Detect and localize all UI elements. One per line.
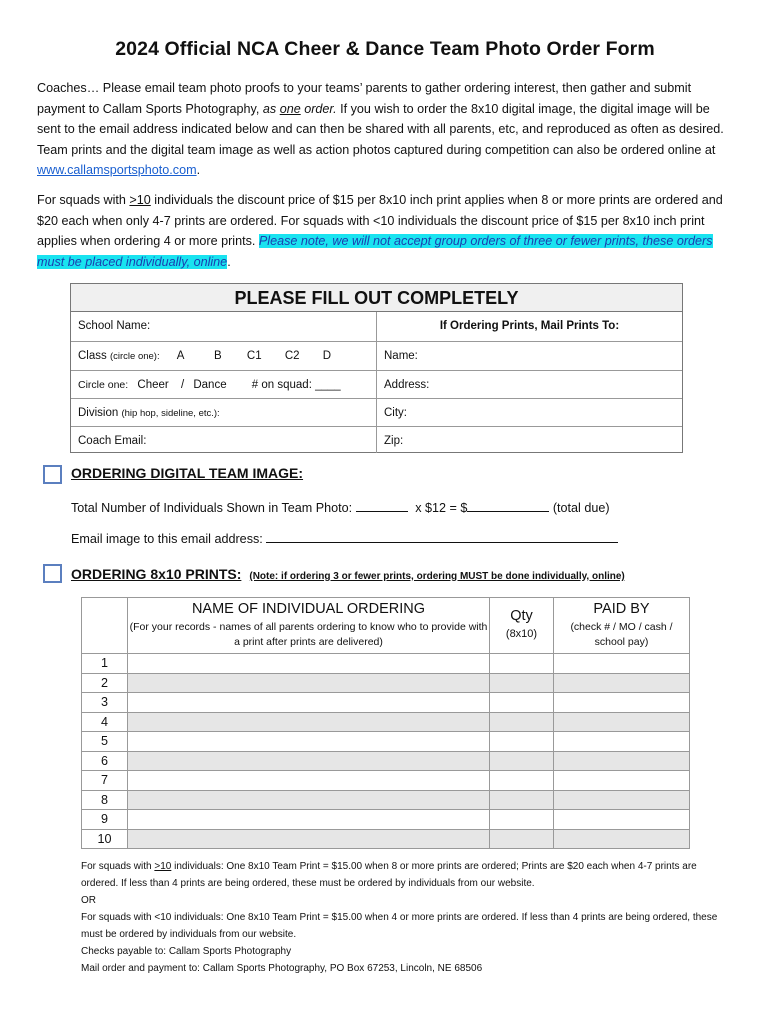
qty-cell[interactable] xyxy=(490,829,554,849)
name-cell[interactable] xyxy=(128,771,490,791)
table-row xyxy=(82,790,690,810)
footer-pricing-2: For squads with <10 individuals: One 8x10 Team Print = $15.00 when 4 or more prints are ordered. If less than 4 prints are being ordered, these must be ordered by individuals from our website. xyxy=(81,912,718,940)
qty-cell[interactable] xyxy=(490,751,554,771)
qty-cell[interactable] xyxy=(490,712,554,732)
qty-cell[interactable] xyxy=(490,790,554,810)
mail-city-field[interactable] xyxy=(377,398,682,426)
intro-as: as xyxy=(262,101,280,116)
qty-cell[interactable] xyxy=(490,673,554,693)
table-row xyxy=(82,654,690,674)
prints-order-table xyxy=(81,597,690,849)
qty-column-title: Qty xyxy=(510,608,533,624)
address-label: Address: xyxy=(384,379,430,391)
footer-text-b: individuals: One 8x10 Team Print = $15.00 when 8 or more prints are ordered; Prints are $20 each when 4-7 prints are ordered. If less than 4 prints are being ordered, these must be ordered by individuals from our website. xyxy=(81,861,697,889)
class-option-c1[interactable]: C1 xyxy=(246,350,262,362)
paid-column-subtitle: (check # / MO / cash / school pay) xyxy=(570,621,673,648)
qty-cell[interactable] xyxy=(490,771,554,791)
name-cell[interactable] xyxy=(128,810,490,830)
division-label: Division xyxy=(78,407,119,419)
row-number: 1 xyxy=(82,654,128,674)
class-label: Class xyxy=(78,350,107,362)
name-column-subtitle: (For your records - names of all parents ordering to know who to provide with a print after prints are delivered) xyxy=(129,621,488,648)
paid-cell[interactable] xyxy=(554,693,690,713)
paid-cell[interactable] xyxy=(554,654,690,674)
table-row xyxy=(82,712,690,732)
email-image-input[interactable] xyxy=(266,529,618,543)
prints-note: (Note: if ordering 3 or fewer prints, ordering MUST be done individually, online) xyxy=(249,571,625,582)
row-number: 9 xyxy=(82,810,128,830)
table-row xyxy=(82,693,690,713)
on-squad-label: # on squad: ____ xyxy=(251,379,341,391)
table-row xyxy=(82,771,690,791)
row-number-header xyxy=(82,598,128,654)
table-header-row xyxy=(82,598,690,654)
pricing-ge: >10 xyxy=(129,193,151,207)
division-field[interactable] xyxy=(71,398,377,426)
qty-column-header xyxy=(490,598,554,654)
prints-title-text: ORDERING 8x10 PRINTS: xyxy=(71,566,242,582)
table-row xyxy=(82,810,690,830)
email-image-label: Email image to this email address: xyxy=(71,532,263,546)
intro-end: . xyxy=(196,163,201,177)
class-option-a[interactable]: A xyxy=(176,350,184,362)
footer-ge: >10 xyxy=(154,861,172,872)
class-option-b[interactable]: B xyxy=(214,350,222,362)
intro-text: Coaches… Please email team photo proofs to your teams’ parents to gather ordering interest, then gather and submit payment to Callam Sports Photography, xyxy=(37,81,692,116)
cheer-option[interactable]: Cheer xyxy=(137,379,169,391)
school-name-field[interactable] xyxy=(71,312,377,341)
mail-name-label: Name: xyxy=(384,350,418,362)
squad-type-field[interactable] xyxy=(71,370,377,398)
fill-out-box xyxy=(70,283,683,453)
zip-label: Zip: xyxy=(384,435,404,447)
name-cell[interactable] xyxy=(128,712,490,732)
school-name-label: School Name: xyxy=(78,320,151,332)
class-option-d[interactable]: D xyxy=(322,350,332,362)
coach-email-field[interactable] xyxy=(71,426,377,453)
row-number: 4 xyxy=(82,712,128,732)
total-individuals-label: Total Number of Individuals Shown in Team Photo: xyxy=(71,501,353,515)
class-hint: (circle one): xyxy=(109,351,160,362)
name-cell[interactable] xyxy=(128,693,490,713)
paid-cell[interactable] xyxy=(554,790,690,810)
paid-cell[interactable] xyxy=(554,829,690,849)
name-cell[interactable] xyxy=(128,790,490,810)
total-individuals-line xyxy=(71,498,610,515)
paid-cell[interactable] xyxy=(554,673,690,693)
name-cell[interactable] xyxy=(128,751,490,771)
prints-checkbox[interactable] xyxy=(43,564,62,583)
total-due-label: (total due) xyxy=(552,501,610,515)
table-row xyxy=(82,732,690,752)
paid-cell[interactable] xyxy=(554,751,690,771)
class-field[interactable] xyxy=(71,341,377,370)
qty-cell[interactable] xyxy=(490,732,554,752)
row-number: 8 xyxy=(82,790,128,810)
prints-section-title xyxy=(71,566,625,582)
digital-image-checkbox[interactable] xyxy=(43,465,62,484)
footer-checks-payable: Checks payable to: Callam Sports Photography xyxy=(81,946,292,957)
mail-name-field[interactable] xyxy=(377,341,682,370)
coach-email-label: Coach Email: xyxy=(78,435,147,447)
intro-order: order. xyxy=(300,101,337,116)
name-cell[interactable] xyxy=(128,654,490,674)
footer-pricing-1 xyxy=(81,858,731,892)
paid-cell[interactable] xyxy=(554,771,690,791)
row-number: 3 xyxy=(82,693,128,713)
paid-column-title: PAID BY xyxy=(593,601,650,617)
mail-prints-heading xyxy=(377,312,682,341)
class-option-c2[interactable]: C2 xyxy=(284,350,300,362)
digital-section-title: ORDERING DIGITAL TEAM IMAGE: xyxy=(71,465,304,481)
paid-cell[interactable] xyxy=(554,810,690,830)
mail-zip-field[interactable] xyxy=(377,426,682,453)
intro-one: one xyxy=(279,101,301,116)
paid-cell[interactable] xyxy=(554,712,690,732)
paid-column-header xyxy=(554,598,690,654)
qty-column-subtitle: (8x10) xyxy=(505,628,538,640)
page-title: 2024 Official NCA Cheer & Dance Team Photo Order Form xyxy=(115,38,655,60)
table-row xyxy=(82,751,690,771)
individuals-count-input[interactable] xyxy=(356,498,408,512)
footer-notes xyxy=(81,858,731,977)
footer-text-a: For squads with xyxy=(81,861,155,872)
intro-paragraph-2 xyxy=(37,190,737,272)
dance-option[interactable]: Dance xyxy=(193,379,227,391)
footer-mail-address: Mail order and payment to: Callam Sports Photography, PO Box 67253, Lincoln, NE 68506 xyxy=(81,963,483,974)
email-image-line xyxy=(71,529,618,546)
city-label: City: xyxy=(384,407,407,419)
table-row xyxy=(82,829,690,849)
name-column-title: NAME OF INDIVIDUAL ORDERING xyxy=(191,601,426,617)
website-link[interactable]: www.callamsportsphoto.com xyxy=(37,163,197,177)
pricing-end: . xyxy=(227,254,231,269)
table-row xyxy=(82,673,690,693)
row-number: 5 xyxy=(82,732,128,752)
pricing-text: For squads with xyxy=(37,193,130,207)
row-number: 2 xyxy=(82,673,128,693)
qty-cell[interactable] xyxy=(490,693,554,713)
qty-cell[interactable] xyxy=(490,810,554,830)
name-cell[interactable] xyxy=(128,732,490,752)
name-column-header xyxy=(128,598,490,654)
footer-or: OR xyxy=(81,895,96,906)
row-number: 7 xyxy=(82,771,128,791)
circle-one-label: Circle one: xyxy=(78,379,129,391)
mail-heading-text: If Ordering Prints, Mail Prints To: xyxy=(439,320,620,332)
cheer-dance-slash: / xyxy=(180,379,185,391)
row-number: 6 xyxy=(82,751,128,771)
name-cell[interactable] xyxy=(128,829,490,849)
total-due-input[interactable] xyxy=(467,498,549,512)
paid-cell[interactable] xyxy=(554,732,690,752)
qty-cell[interactable] xyxy=(490,654,554,674)
intro-text-2: If you wish to order the 8x10 digital image, the digital image will be sent to the email address indicated below and can then be shared with all parents, etc, and reproduced as often as desired. Team prints and the digital team image as well as action photos captured during competition can also be ordered online at xyxy=(37,101,724,157)
name-cell[interactable] xyxy=(128,673,490,693)
row-number: 10 xyxy=(82,829,128,849)
intro-paragraph-1 xyxy=(37,78,737,181)
fill-out-title: PLEASE FILL OUT COMPLETELY xyxy=(71,284,682,312)
highlighted-note: Please note, we will not accept group orders of three or fewer prints, these orders must be placed individually, online xyxy=(37,234,713,269)
mail-address-field[interactable] xyxy=(377,370,682,398)
division-hint: (hip hop, sideline, etc.): xyxy=(121,408,220,419)
pricing-text-2: individuals the discount price of $15 per 8x10 inch print applies when 8 or more prints are ordered and $20 each when only 4-7 prints are ordered. For squads with <10 individuals the discount price of $15 per 8x10 inch print applies when ordering 4 or more prints. xyxy=(37,193,723,248)
price-multiplier: x $12 = $ xyxy=(415,501,468,515)
